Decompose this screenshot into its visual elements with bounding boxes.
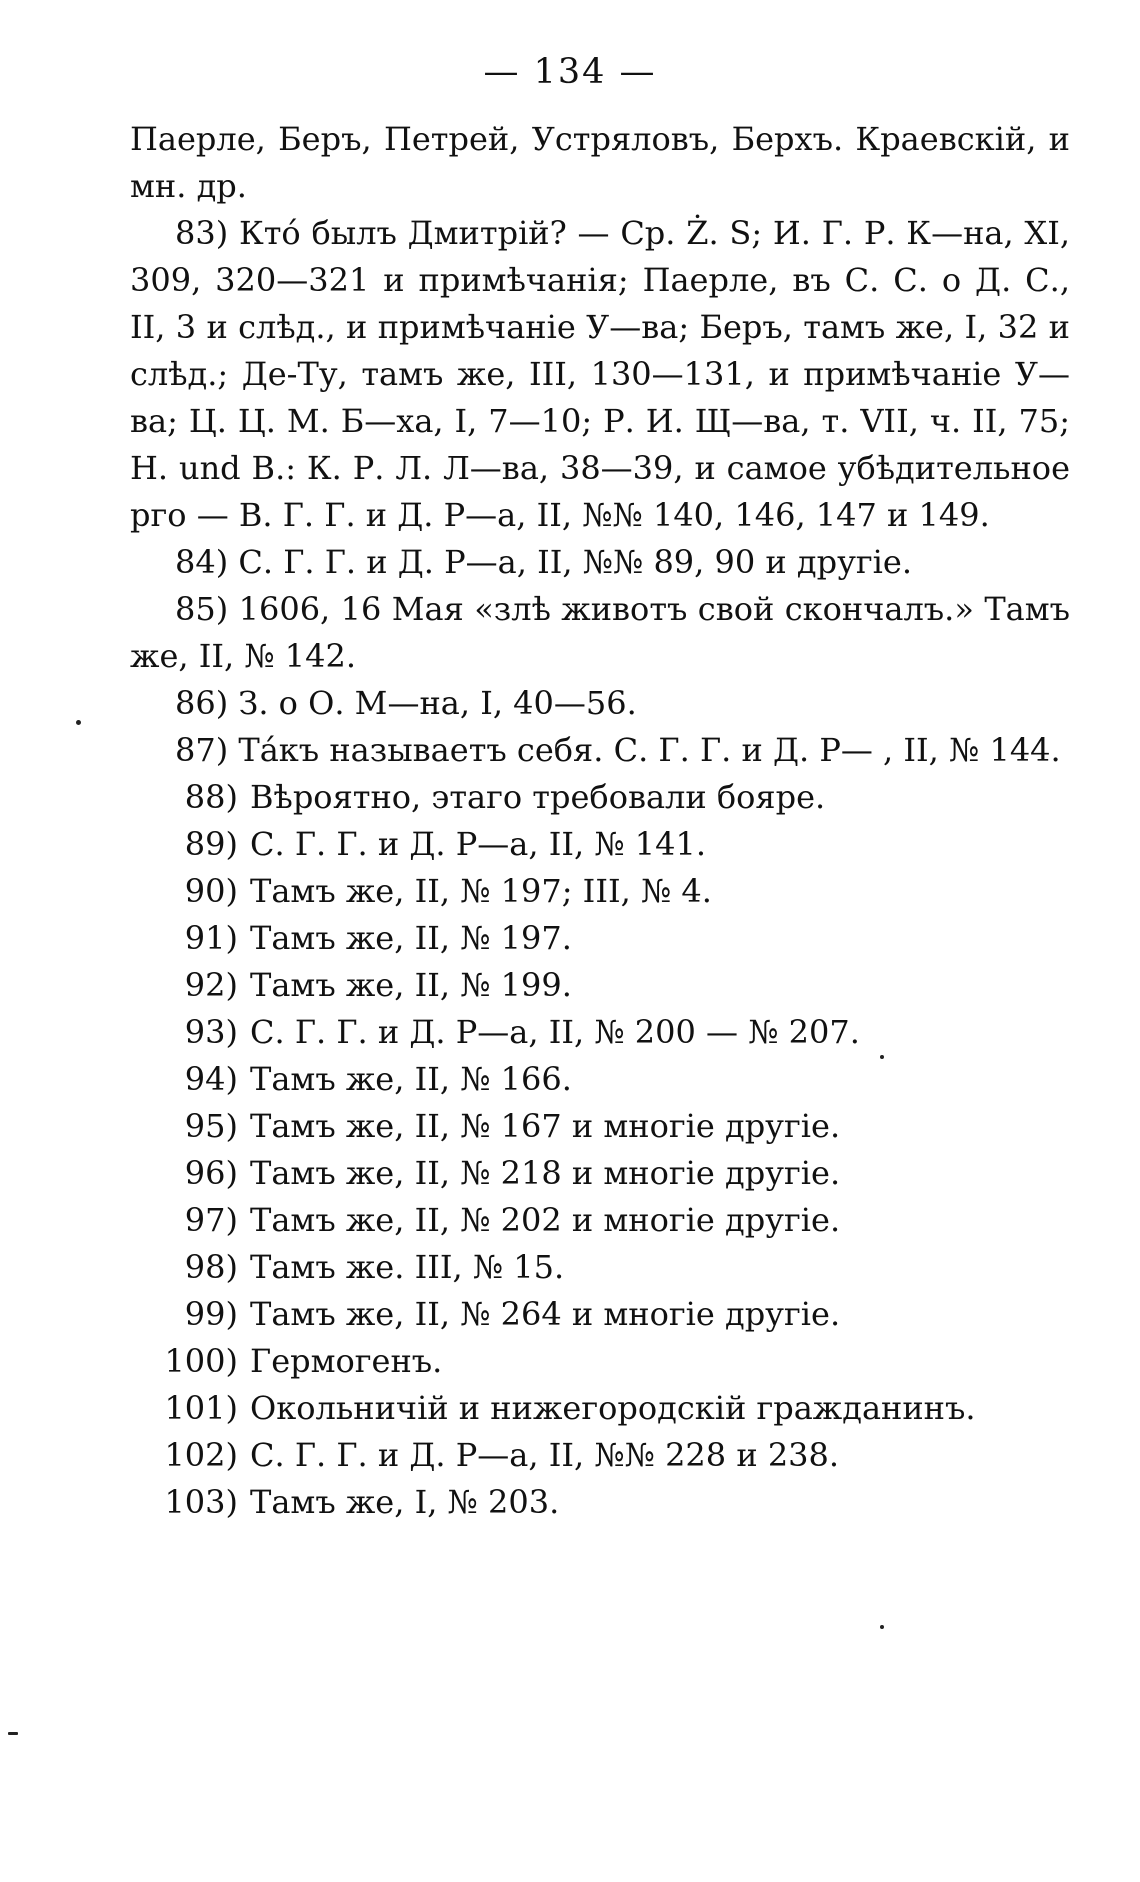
footnote-text: Окольничій и нижегородскій гражданинъ. <box>250 1389 976 1427</box>
footnote-91 <box>130 915 1070 962</box>
ink-speck <box>8 1732 18 1735</box>
footnote-93 <box>130 1009 1070 1056</box>
footnote-94 <box>130 1056 1070 1103</box>
footnote-87: 87) Тáкъ называетъ себя. С. Г. Г. и Д. Р— , II, № 144. <box>175 731 1061 769</box>
footnote-88 <box>130 774 1070 821</box>
footnote-number: 95) <box>184 1107 238 1145</box>
footnote-number: 90) <box>184 872 238 910</box>
footnote-83: 83) Ктó былъ Дмитрій? — Ср. Ż. S; И. Г. Р. К—на, XI, 309, 320—321 и примѣчанія; Паерле, въ С. С. о Д. С., II, 3 и слѣд., и примѣчаніе У—ва; Беръ, тамъ же, I, 32 и слѣд.; Де-Ту, тамъ же, III, 130—131, и примѣчаніе У—ва; Ц. Ц. М. Б—ха, I, 7—10; Р. И. Щ—ва, т. VII, ч. II, 75; H. und B.: К. Р. Л. Л—ва, 38—39, и самое убѣдительное рго — В. Г. Г. и Д. Р—а, II, №№ 140, 146, 147 и 149. <box>130 214 1070 534</box>
footnote-text: С. Г. Г. и Д. Р—а, II, № 141. <box>250 825 707 863</box>
footnote-number: 92) <box>184 966 238 1004</box>
footnote-number: 94) <box>184 1060 238 1098</box>
footnote-number: 98) <box>184 1248 238 1286</box>
footnote-86: 86) З. о О. М—на, I, 40—56. <box>175 684 637 722</box>
footnote-98 <box>130 1244 1070 1291</box>
paragraph-continuation: Паерле, Беръ, Петрей, Устряловъ, Берхъ. Краевскій, и мн. др. <box>130 120 1070 205</box>
footnote-95 <box>130 1103 1070 1150</box>
footnote-99 <box>130 1291 1070 1338</box>
footnote-text: Вѣроятно, этаго требовали бояре. <box>250 778 826 816</box>
footnote-number: 101) <box>164 1389 238 1427</box>
footnote-90 <box>130 868 1070 915</box>
ink-speck <box>76 720 81 725</box>
footnote-text: Тамъ же, II, № 197; III, № 4. <box>250 872 712 910</box>
footnote-102 <box>130 1432 1070 1479</box>
footnote-text: Гермогенъ. <box>250 1342 443 1380</box>
footnote-number: 102) <box>164 1436 238 1474</box>
footnote-text: Тамъ же. III, № 15. <box>250 1248 565 1286</box>
footnote-96 <box>130 1150 1070 1197</box>
footnote-97 <box>130 1197 1070 1244</box>
footnote-number: 103) <box>164 1483 238 1521</box>
footnote-text: С. Г. Г. и Д. Р—а, II, № 200 — № 207. <box>250 1013 860 1051</box>
footnotes-text <box>130 116 1070 1526</box>
footnote-92 <box>130 962 1070 1009</box>
footnote-89 <box>130 821 1070 868</box>
footnote-text: Тамъ же, II, № 197. <box>250 919 572 957</box>
footnote-text: Тамъ же, II, № 199. <box>250 966 572 1004</box>
footnote-number: 100) <box>164 1342 238 1380</box>
footnote-number: 97) <box>184 1201 238 1239</box>
page-number: — 134 — <box>483 52 657 92</box>
footnote-85: 85) 1606, 16 Мая «злѣ животъ свой скончалъ.» Тамъ же, II, № 142. <box>130 590 1070 675</box>
footnote-text: Тамъ же, II, № 264 и многіе другіе. <box>250 1295 841 1333</box>
footnote-text: Тамъ же, II, № 218 и многіе другіе. <box>250 1154 841 1192</box>
footnote-100 <box>130 1338 1070 1385</box>
footnote-84: 84) С. Г. Г. и Д. Р—а, II, №№ 89, 90 и другіе. <box>175 543 913 581</box>
footnote-text: Тамъ же, II, № 167 и многіе другіе. <box>250 1107 841 1145</box>
footnote-103 <box>130 1479 1070 1526</box>
footnote-text: С. Г. Г. и Д. Р—а, II, №№ 228 и 238. <box>250 1436 840 1474</box>
footnote-101 <box>130 1385 1070 1432</box>
footnote-text: Тамъ же, I, № 203. <box>250 1483 560 1521</box>
footnote-text: Тамъ же, II, № 202 и многіе другіе. <box>250 1201 841 1239</box>
footnote-number: 91) <box>184 919 238 957</box>
footnote-number: 93) <box>184 1013 238 1051</box>
ink-speck <box>880 1625 884 1629</box>
footnote-text: Тамъ же, II, № 166. <box>250 1060 572 1098</box>
footnote-number: 99) <box>184 1295 238 1333</box>
footnote-number: 88) <box>184 778 238 816</box>
footnote-number: 89) <box>184 825 238 863</box>
ink-speck <box>880 1055 884 1059</box>
footnote-number: 96) <box>184 1154 238 1192</box>
